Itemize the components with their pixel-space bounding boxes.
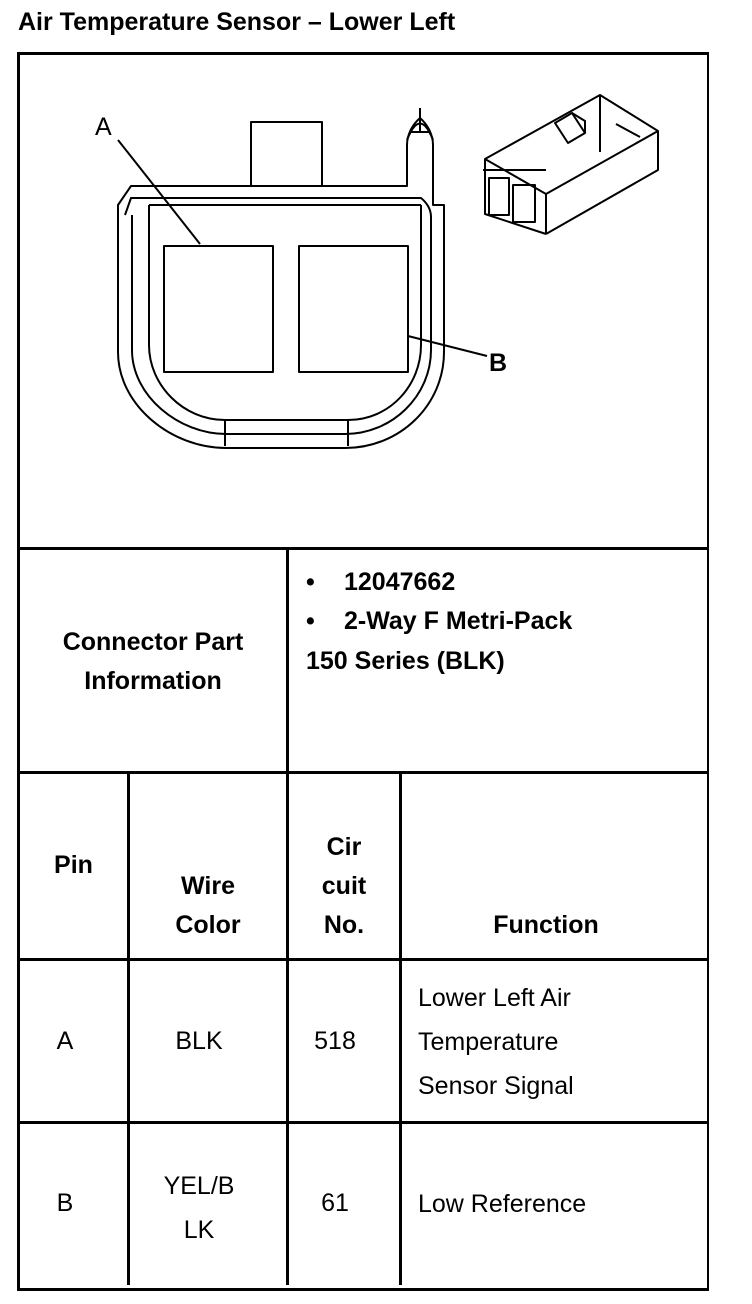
header-circuit-line1: Cir — [326, 833, 362, 861]
row-a-function-line3: Sensor Signal — [418, 1072, 574, 1100]
connector-part-info-label — [20, 623, 286, 701]
connector-type-item — [306, 607, 572, 636]
part-number-item — [306, 568, 455, 597]
header-function: Function — [493, 911, 599, 939]
connector-part-info-label-line1: Connector Part — [62, 628, 244, 656]
header-circuit-number — [289, 828, 399, 945]
part-number: 12047662 — [344, 568, 456, 596]
row-a-pin: A — [56, 1027, 74, 1055]
row-b-function: Low Reference — [418, 1190, 587, 1218]
row-a-circuit: 518 — [314, 1027, 356, 1055]
header-pin: Pin — [54, 851, 93, 879]
connector-diagram — [20, 55, 704, 547]
header-wire-color — [130, 867, 286, 945]
header-circuit-line2: cuit — [321, 872, 367, 900]
header-wire-color-line1: Wire — [181, 872, 235, 900]
row-b-wire-color-line1: YEL/B — [163, 1172, 235, 1200]
row-a-wire-color: BLK — [175, 1027, 223, 1055]
pin-a-label: A — [95, 113, 112, 141]
row-b-wire-color-line2: LK — [183, 1216, 215, 1244]
row-a-function — [418, 976, 574, 1108]
row-a-function-line2: Temperature — [418, 1028, 559, 1056]
pin-b-label: B — [489, 349, 508, 377]
row-a-function-line1: Lower Left Air — [418, 984, 571, 1012]
header-wire-color-line2: Color — [175, 911, 241, 939]
row-divider-header — [17, 958, 709, 961]
connector-type-line1: 2-Way F Metri-Pack — [344, 607, 573, 635]
row-divider-diagram — [17, 547, 709, 550]
header-circuit-line3: No. — [323, 911, 365, 939]
row-b-circuit: 61 — [321, 1189, 349, 1217]
connector-type-line2: 150 Series (BLK) — [306, 647, 505, 675]
bullet-icon: • — [306, 607, 315, 635]
page-title: Air Temperature Sensor – Lower Left — [18, 8, 456, 36]
connector-face-drawing — [20, 55, 704, 547]
bullet-icon: • — [306, 568, 315, 596]
row-b-pin: B — [56, 1189, 74, 1217]
row-divider-info — [17, 771, 709, 774]
row-b-wire-color — [130, 1164, 268, 1252]
row-divider-row-a — [17, 1121, 709, 1124]
connector-part-info-label-line2: Information — [84, 667, 222, 695]
column-divider-function — [399, 773, 402, 1285]
